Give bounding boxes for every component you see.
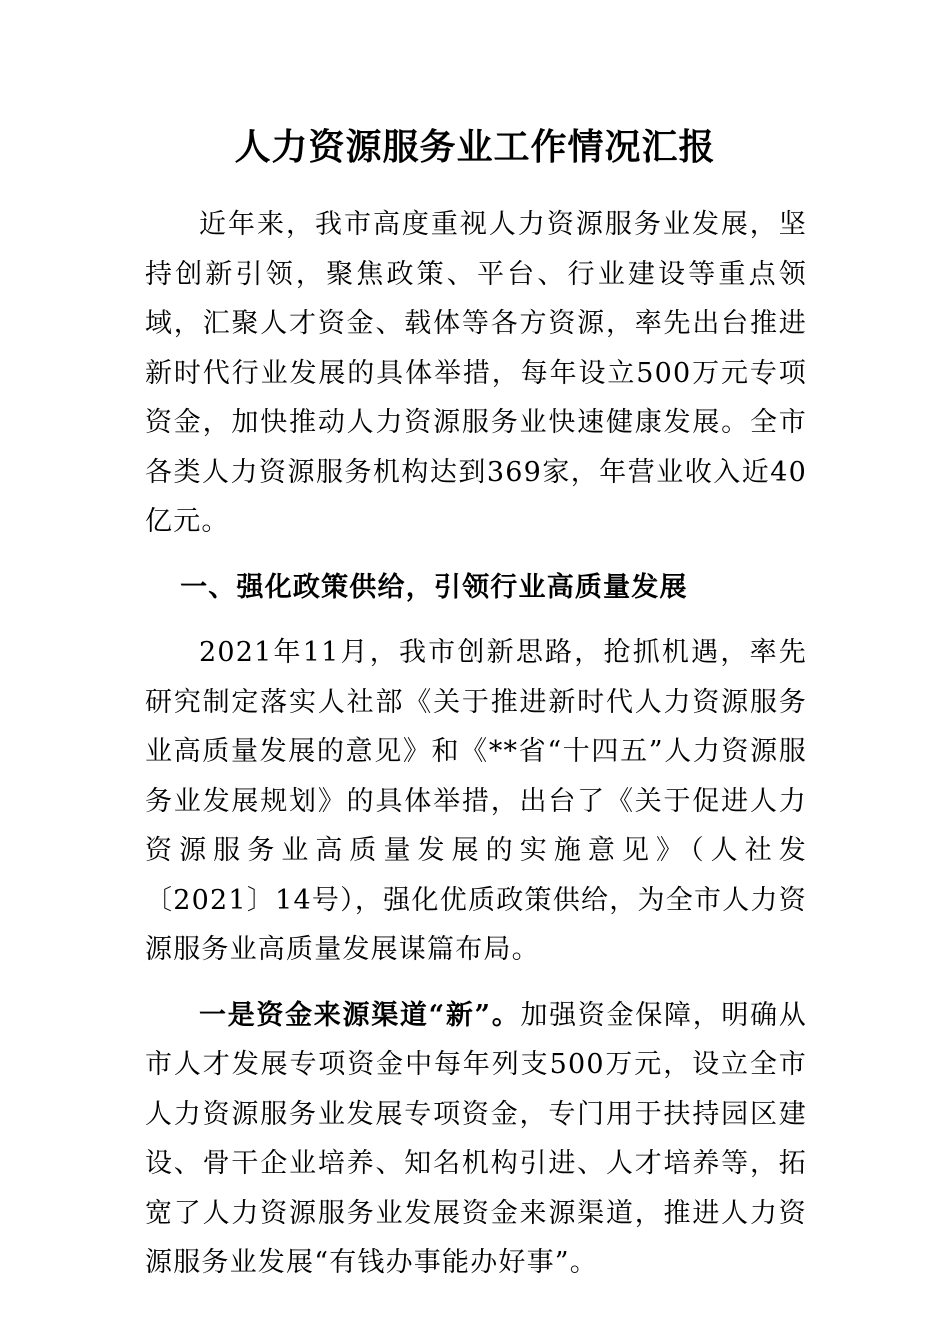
document-title: 人力资源服务业工作情况汇报: [234, 126, 716, 168]
point-lead: 一是资金来源渠道“新”。: [199, 999, 521, 1031]
section-heading: 一、强化政策供给，引领行业高质量发展: [180, 571, 688, 603]
intro-paragraph: 近年来，我市高度重视人力资源服务业发展，坚持创新引领，聚焦政策、平台、行业建设等重点领域，汇聚人才资金、载体等各方资源，率先出台推进新时代行业发展的具体举措，每年设立500万元专项资金，加快推动人力资源服务业快速健康发展。全市各类人力资源服务机构达到369家，年营业收入近40亿元。: [145, 209, 807, 537]
point-paragraph: [145, 991, 807, 1288]
point-text: 加强资金保障，明确从市人才发展专项资金中每年列支500万元，设立全市人力资源服务业发展专项资金，专门用于扶持园区建设、骨干企业培养、知名机构引进、人才培养等，拓宽了人力资源服务业发展资金来源渠道，推进人力资源服务业发展“有钱办事能办好事”。: [145, 999, 807, 1278]
section-paragraph: 2021年11月，我市创新思路，抢抓机遇，率先研究制定落实人社部《关于推进新时代人力资源服务业高质量发展的意见》和《**省“十四五”人力资源服务业发展规划》的具体举措，出台了《关于促进人力资源服务业高质量发展的实施意见》（人社发〔2021〕14号），强化优质政策供给，为全市人力资源服务业高质量发展谋篇布局。: [145, 637, 807, 965]
document-body: [145, 200, 807, 1304]
